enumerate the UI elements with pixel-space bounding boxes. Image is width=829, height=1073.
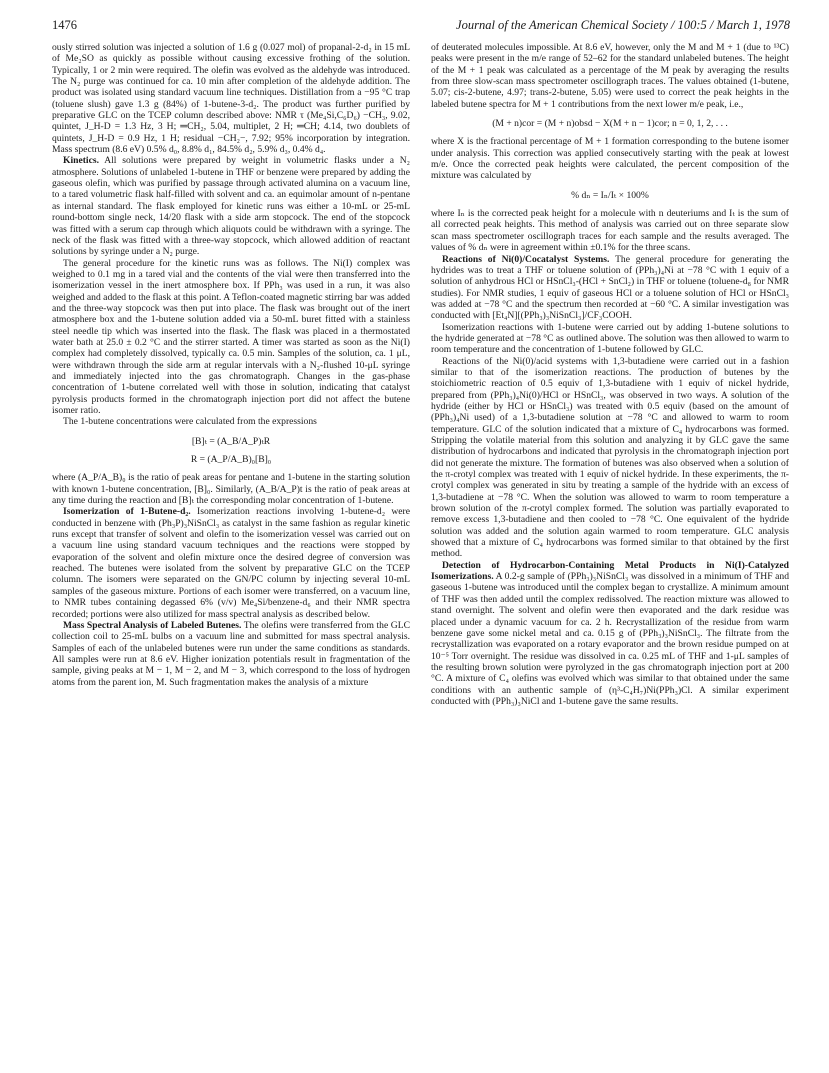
section-heading: Isomerization of 1-Butene-d₂.: [63, 506, 191, 518]
paragraph-text: The general procedure for generating the hydrides was to treat a THF or toluene solution of (PPh₃)₄Ni at −78 °C with 1 equiv of a solution of anhydrous HCl or HSnCl₃-(HCl + SnCl₂) in THF or toluene (toluene-d₈ for NMR studies). For NMR studies, 1 equiv of gaseous HCl or a toluene solution of HCl or HSnCl₃ was added at −78 °C and the spectrum then recorded at −60 °C. A similar investigation was conducted with [Et₄N][(PPh₃)₃NiSnCl₃]/CF₃COOH.: [431, 253, 789, 322]
equation: R = (A_P/A_B)₀[B]₀: [190, 454, 272, 466]
right-column: [431, 42, 789, 707]
section-heading: Reactions of Ni(0)/Cocatalyst Systems.: [442, 253, 610, 265]
equation: [B]ₜ = (A_B/A_P)ₜR: [191, 435, 271, 447]
paragraph: where Iₙ is the corrected peak height for a molecule with n deuteriums and Iₜ is the sum of all corrected peak heights. This method of analysis was carried out on three separate slow scan mass spectrometer oscillograph traces for each sample and the results averaged. The values of % dₙ were in agreement within ±0.1% for the three scans.: [431, 208, 789, 254]
paragraph-text: Isomerization reactions involving 1-butene-d₂ were conducted in benzene with (Ph₃P)₃NiSnCl₃ as catalyst in the same fashion as regular kinetic runs except that transfer of solvent and olefin to the isomerization vessel was carried out on a vacuum line using standard vacuum techniques and the reactions were stopped by evaporation of the solvent and olefin mixture once the desired degree of conversion was reached. The butenes were isolated from the solvent by preparative GLC on the TCEP column. The isomers were separated on the GN/PC column by injecting several 10-mL samples of the gaseous mixture. Portions of each isomer were transferred, on a vacuum line, to NMR tubes containing degassed 6% (v/v) Me₄Si/benzene-d₆ and their NMR spectra recorded; portions were also utilized for mass spectral analysis as described below.: [52, 506, 410, 620]
section-heading: Detection of Hydrocarbon-Containing Metal Products in Ni(I)-Catalyzed Isomerizations.: [431, 559, 789, 583]
running-title: Journal of the American Chemical Society / 100:5 / March 1, 1978: [456, 18, 790, 32]
paragraph: The general procedure for the kinetic runs was as follows. The Ni(I) complex was weighed to 0.1 mg in a tared vial and the contents of the vial were then transferred into the isomerization vessel in the inert atmosphere box. If PPh₃ was used in a run, it was also weighed and added to the flask at this point. A Teflon-coated magnetic stirring bar was added and the three-way stopcock was then put into place. The flask was brought out of the inert atmosphere box and the 1-butene solution added via a 50-mL buret fitted with a stainless steel needle tip which was inserted into the flask. The flask was placed in a thermostated water bath at 25.0 ± 0.2 °C and the stirrer started. A timer was started as soon as the Ni(I) complex had completely dissolved, typically ca. 0.5 min. Samples of the solution, ca. 1 μL, were withdrawn through the side arm at regular intervals with a N₂-flushed 10-μL syringe and immediately injected into the gas chromatograph. Changes in the gas-phase concentration of 1-butene correlated well with those in solution, indicating that catalyst pyrolysis products formed in the chromatograph injection port did not affect the butene isomer ratio.: [52, 257, 410, 416]
paragraph: Reactions of the Ni(0)/acid systems with 1,3-butadiene were carried out in a fashion similar to that of the isomerization reactions. The production of butenes by the stoichiometric reaction of 0.5 equiv of 1,3-butadiene with 1 equiv of nickel hydride, prepared from (PPh₃)₄Ni(0)/HCl or HSnCl₃, was observed in two ways. A solution of the hydride (either by HCl or HSnCl₃) was treated with 0.5 equiv (based on the amount of (PPh₃)₄Ni used) of a 1,3-butadiene solution at −78 °C and allowed to warm to room temperature. GLC of the solution indicated that a mixture of C₄ hydrocarbons was formed. Stripping the volatile material from this solution and analyzing it by GLC gave the same distribution of hydrocarbons and indicated that pyrolysis in the chromatograph injection port did not generate the mixture. The formation of butenes was also observed when a solution of the π-crotyl complex was treated with 1 equiv of nickel hydride. In these experiments, the π-crotyl complex was generated in situ by treating a sample of the hydride with an excess of 1,3-butadiene at −78 °C. When the solution was allowed to warm to room temperature a brown solution of the π-crotyl complex formed. The solution was partially evaporated to remove excess 1,3-butadiene and then cooled to −78 °C. One equivalent of the hydride solution was added and the solution again warmed to room temperature. GLC analysis showed that a mixture of C₄ hydrocarbons was formed similar to that obtained by the first method.: [431, 355, 789, 560]
paragraph-text: A 0.2-g sample of (PPh₃)₃NiSnCl₃ was dissolved in a minimum of THF and gaseous 1-butene was introduced until the complex began to crystallize. A minimum amount of THF was then added until the complex redissolved. The reaction mixture was allowed to stand overnight. The solvent and olefin were then evaporated and the dark residue was placed under a dynamic vacuum for ca. 2 h. Recrystallization of the residue from warm benzene gave some nickel metal and ca. 0.15 g of (PPh₃)₃NiSnCl₃. The filtrate from the recrystallization was evaporated on a rotary evaporator and the brown residue pumped on at 10⁻⁵ Torr overnight. The residue was dissolved in ca. 0.25 mL of THF and 1-μL samples of the resulting brown solution were pyrolyzed in the gas chromatograph injection port at 200 °C. A mixture of C₄ olefins was evolved which was similar to that obtained under the same conditions with an authentic sample of (η³-C₄H₇)Ni(PPh₃)Cl. A similar experiment conducted with (PPh₃)₃NiCl and 1-butene gave the same results.: [431, 571, 789, 707]
paragraph-detection: [431, 560, 789, 707]
paragraph-text: All solutions were prepared by weight in volumetric flasks under a N₂ atmosphere. Solutions of unlabeled 1-butene in THF or benzene were prepared by adding the gaseous olefin, which was purified by passage through activated alumina on a vacuum line, to a tared volumetric flask half-filled with solvent and ca. an equimolar amount of n-pentane as internal standard. The flask employed for kinetic runs was either a 10-mL or 25-mL round-bottom single neck, 14/20 flask with a side arm stopcock. The end of the stopcock was fitted with a serum cap through which aliquots could be withdrawn with a syringe. The neck of the flask was fitted with a three-way stopcock, which allowed addition of reactant solutions by syringe under a N₂ purge.: [52, 155, 410, 258]
equation: % dₙ = Iₙ/Iₜ × 100%: [571, 189, 649, 201]
paragraph-isomerization: [52, 506, 410, 619]
section-heading: Kinetics.: [63, 155, 99, 167]
paragraph: of deuterated molecules impossible. At 8.6 eV, however, only the M and M + 1 (due to ¹³C) peaks were present in the m/e range of 52–62 for the standard unlabeled butenes. The height of the M + 1 peak was calculated as a percentage of the M peak by averaging the results from three slow-scan mass spectrometer oscillograph traces. The values obtained (1-butene, 5.07; cis-2-butene, 4.97; trans-2-butene, 5.05) were used to correct the peak heights in the labeled butene spectra for M + 1 contributions from the next lower m/e peak, i.e.,: [431, 42, 789, 110]
page-number: 1476: [52, 18, 77, 32]
paragraph: The 1-butene concentrations were calculated from the expressions: [63, 416, 317, 428]
page-header: [52, 18, 790, 36]
paragraph: ously stirred solution was injected a solution of 1.6 g (0.027 mol) of propanal-2-d₂ in 15 mL of Me₂SO as quickly as possible without causing excessive frothing of the solution. Typically, 1 or 2 min were required. The olefin was evolved as the aldehyde was introduced. The N₂ purge was continued for ca. 10 min after completion of the aldehyde addition. The product was isolated using standard vacuum line techniques. Distillation from a −95 °C trap (toluene slush) gave 1.3 g (84%) of 1-butene-3-d₂. The product was further purified by preparative GLC on the TCEP column described above: NMR τ (Me₄Si,C₆D₆) −CH₃, 9.02, quintet, J_H-D = 1.3 Hz, 3 H; ═CH₂, 5.04, multiplet, 2 H; ═CH; 4.14, two doublets of quintets, J_H-D = 0.9 Hz, 1 H; residual −CH₂−, 7.92; 95% incorporation by integration. Mass spectrum (8.6 eV) 0.5% d₀, 8.8% d₁, 84.5% d₂, 5.9% d₃, 0.4% d₄.: [52, 42, 410, 156]
equation: (M + n)cor = (M + n)obsd − X(M + n − 1)cor; n = 0, 1, 2, . . .: [492, 118, 728, 130]
left-column: [52, 42, 410, 688]
paragraph-kinetics: [52, 155, 410, 257]
paragraph: Isomerization reactions with 1-butene were carried out by adding 1-butene solutions to the hydride generated at −78 °C as outlined above. The solution was then allowed to warm to room temperature and the concentration of 1-butene followed by GLC.: [431, 321, 789, 356]
section-heading: Mass Spectral Analysis of Labeled Butenes.: [63, 619, 242, 631]
paragraph: where X is the fractional percentage of M + 1 formation corresponding to the butene isomer under analysis. This correction was applied consecutively starting with the peak at lowest m/e. Once the corrected peak heights were calculated, the percent composition of the mixture was calculated by: [431, 136, 789, 182]
paragraph-ni0-reactions: [431, 254, 789, 322]
paragraph-mass-spectral: [52, 620, 410, 688]
paragraph: where (A_P/A_B)₀ is the ratio of peak areas for pentane and 1-butene in the starting solution with known 1-butene concentration, [B]₀. Similarly, (A_B/A_P)t is the ratio of peak areas at any time during the reaction and [B]ₜ the corresponding molar concentration of 1-butene.: [52, 472, 410, 507]
paragraph-text: The olefins were transferred from the GLC collection coil to 25-mL bulbs on a vacuum line and submitted for mass spectral analysis. Samples of each of the unlabeled butenes were run under the same conditions as standards. All samples were run at 8.6 eV. Higher ionization potentials result in fragmentation of the sample, giving peaks at M − 1, M − 2, and M − 3, which correspond to the loss of hydrogen atoms from the parent ion, M. Such fragmentation makes the analysis of a mixture: [52, 619, 410, 688]
